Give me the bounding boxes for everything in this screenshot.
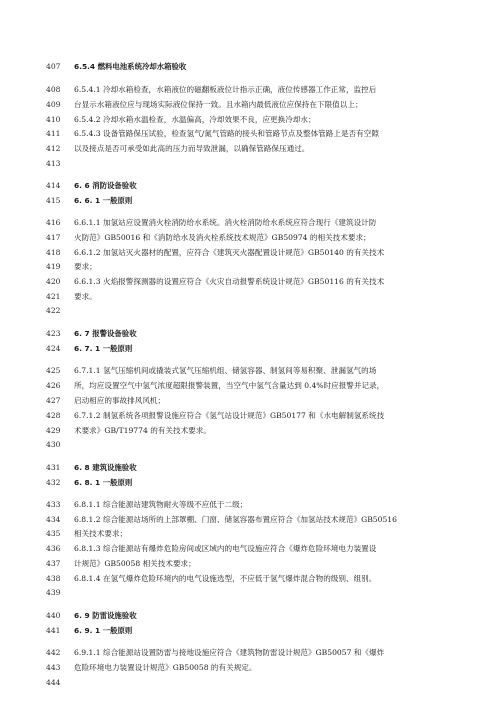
text-line: [0, 528, 500, 539]
paragraph-text: 6.6.1.2 加氢站灭火器材的配置，应符合《建筑灭火器配置设计规范》GB50140 的有关技术: [74, 248, 385, 257]
section-heading: 6.5.4 燃料电池系统冷却水箱验收: [74, 62, 187, 71]
paragraph-text: 以及接点是否可承受如此高的压力而导致泄漏，以确保管路保压通过。: [74, 144, 310, 153]
text-line: [0, 158, 500, 169]
line-number: 411: [46, 129, 61, 138]
paragraph-text: 6.8.1.4 在氢气爆炸危险环境内的电气设施选型，不应低于氢气爆炸混合物的级别、组别。: [74, 574, 377, 583]
line-number: 437: [46, 559, 61, 568]
line-number: 430: [46, 440, 61, 449]
line-number: 439: [46, 588, 61, 597]
section-heading-line: [0, 477, 500, 488]
paragraph-text: 6.5.4.2 冷却水箱水温检查，水温偏高，冷却效果不良，应更换冷却水；: [74, 115, 316, 124]
line-number: 412: [46, 144, 61, 153]
text-line: [0, 410, 500, 421]
text-line: [0, 217, 500, 228]
line-number: 424: [46, 344, 61, 353]
line-number: 422: [46, 306, 61, 315]
text-line: [0, 99, 500, 110]
paragraph-text: 6.8.1.3 综合能源站有爆炸危险房间或区域内的电气设施应符合《爆炸危险环境电力装置设: [74, 544, 377, 553]
line-number: 435: [46, 529, 61, 538]
line-number: 436: [46, 544, 61, 553]
text-line: [0, 395, 500, 406]
paragraph-text: 火防范》GB50016 和《消防给水及消火栓系统技术规范》GB50974 的相关技术要求；: [74, 233, 371, 242]
paragraph-text: 6.6.1.3 火焰报警探测器的设置应符合《火灾自动报警系统设计规范》GB50116 的有关技术: [74, 277, 385, 286]
text-line: [0, 439, 500, 450]
line-number: 419: [46, 262, 61, 271]
line-number: 416: [46, 218, 61, 227]
text-line: [0, 662, 500, 673]
text-line: [0, 276, 500, 287]
paragraph-text: 台显示水箱液位应与现场实际液位保持一致。且水箱内最低液位应保持在下限值以上；: [74, 100, 363, 109]
paragraph-text: 启动相应的事故排风风机；: [74, 396, 166, 405]
text-line: [0, 573, 500, 584]
paragraph-text: 危险环境电力装置设计规范》GB50058 的有关规定。: [74, 663, 257, 672]
section-heading-line: [0, 462, 500, 473]
paragraph-text: 6.7.1.1 氢气压缩机间或撬装式氢气压缩机组、储氢容器、制氢间等易积聚、泄漏氢气的场: [74, 366, 377, 375]
line-number: 409: [46, 100, 61, 109]
text-line: [0, 114, 500, 125]
line-number: 415: [46, 196, 61, 205]
line-number: 432: [46, 478, 61, 487]
text-line: [0, 247, 500, 258]
text-line: [0, 558, 500, 569]
line-number: 423: [46, 329, 61, 338]
section-heading: 6. 6. 1 一般原则: [74, 196, 133, 205]
text-line: [0, 232, 500, 243]
line-number: 440: [46, 611, 61, 620]
section-heading-line: [0, 195, 500, 206]
line-number: 428: [46, 411, 61, 420]
section-heading: 6. 8. 1 一般原则: [74, 478, 133, 487]
section-heading-line: [0, 180, 500, 191]
text-line: [0, 677, 500, 688]
line-number: 418: [46, 248, 61, 257]
line-number: 444: [46, 678, 61, 687]
line-number: 427: [46, 396, 61, 405]
line-number: 414: [46, 181, 61, 190]
line-number: 420: [46, 277, 61, 286]
paragraph-text: 6.9.1.1 综合能源站设置防雷与接地设施应符合《建筑物防雷设计规范》GB50057 和《爆炸: [74, 648, 385, 657]
section-heading-line: [0, 625, 500, 636]
text-line: [0, 261, 500, 272]
line-number: 426: [46, 381, 61, 390]
paragraph-text: 6.8.1.2 综合能源站场所的上部罩棚、门窗、储氢容器布置应符合《加氢站技术规范》GB50516: [74, 515, 397, 524]
line-number: 413: [46, 159, 61, 168]
section-heading: 6. 9. 1 一般原则: [74, 626, 133, 635]
paragraph-text: 所，均应设置空气中氢气浓度超限报警装置，当空气中氢气含量达到 0.4%时应报警并记录，: [74, 381, 385, 390]
section-heading: 6. 8 建筑设施验收: [74, 463, 137, 472]
paragraph-text: 6.5.4.1 冷却水箱检查，水箱液位的磁翻板液位计指示正确，液位传感器工作正常，监控后: [74, 85, 377, 94]
text-line: [0, 365, 500, 376]
text-line: [0, 499, 500, 510]
paragraph-text: 计规范》GB50058 相关技术要求；: [74, 559, 196, 568]
section-heading-line: [0, 61, 500, 72]
paragraph-text: 6.5.4.3 设备管路保压试验，检查氢气/氮气管路的接头和管路节点及整体管路上是否有空隙: [74, 129, 379, 138]
line-number: 421: [46, 292, 61, 301]
section-heading-line: [0, 343, 500, 354]
text-line: [0, 305, 500, 316]
section-heading: 6. 9 防雷设施验收: [74, 611, 137, 620]
text-line: [0, 143, 500, 154]
line-number: 434: [46, 515, 61, 524]
paragraph-text: 术要求》GB/T19774 的有关技术要求。: [74, 426, 211, 435]
paragraph-text: 要求；: [74, 262, 97, 271]
text-line: [0, 514, 500, 525]
line-number: 433: [46, 500, 61, 509]
text-line: [0, 291, 500, 302]
line-number: 443: [46, 663, 61, 672]
line-number: 407: [46, 62, 61, 71]
text-line: [0, 380, 500, 391]
paragraph-text: 6.7.1.2 制氢系统各项报警设施应符合《氢气站设计规范》GB50177 和《水电解制氢系统技: [74, 411, 385, 420]
section-heading: 6. 7. 1 一般原则: [74, 344, 133, 353]
text-line: [0, 84, 500, 95]
line-number: 431: [46, 463, 61, 472]
line-number: 438: [46, 574, 61, 583]
text-line: [0, 587, 500, 598]
section-heading-line: [0, 328, 500, 339]
paragraph-text: 要求。: [74, 292, 97, 301]
paragraph-text: 相关技术要求；: [74, 529, 128, 538]
section-heading: 6. 6 消防设备验收: [74, 181, 137, 190]
paragraph-text: 6.8.1.1 综合能源站建筑物耐火等级不应低于二级；: [74, 500, 248, 509]
line-number: 442: [46, 648, 61, 657]
line-number: 417: [46, 233, 61, 242]
section-heading: 6. 7 报警设备验收: [74, 329, 137, 338]
line-number: 408: [46, 85, 61, 94]
text-line: [0, 425, 500, 436]
line-number: 410: [46, 115, 61, 124]
line-number: 441: [46, 626, 61, 635]
section-heading-line: [0, 610, 500, 621]
text-line: [0, 543, 500, 554]
line-number: 425: [46, 366, 61, 375]
text-line: [0, 647, 500, 658]
text-line: [0, 128, 500, 139]
line-number: 429: [46, 426, 61, 435]
paragraph-text: 6.6.1.1 加氢站应设置消火栓消防给水系统。消火栓消防给水系统应符合现行《建筑设计防: [74, 218, 377, 227]
